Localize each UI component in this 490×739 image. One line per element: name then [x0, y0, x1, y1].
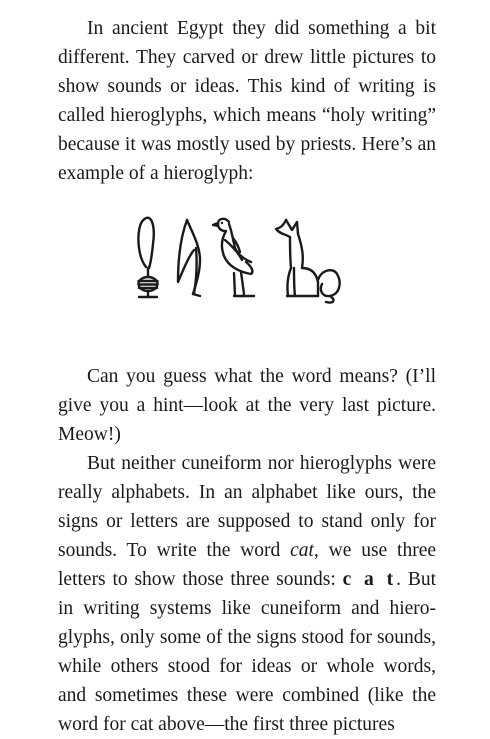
- hieroglyph-figure: [58, 212, 436, 328]
- paragraph-hieroglyphs-intro: In ancient Egypt they did something a bit different. They carved or drew little pictures to show sounds or ideas. This kind of writing is called hieroglyphs, which means “holy writing” because it was mostly used by priests. Here’s an example of a hieroglyph:: [58, 18, 436, 184]
- paragraph-alphabets: [58, 449, 436, 739]
- paragraph-guess: Can you guess what the word means? (I’ll give you a hint—look at the very last picture. Meow!): [58, 366, 436, 445]
- hieroglyph-svg: [58, 212, 436, 328]
- quail-chick-glyph: [213, 219, 254, 296]
- paragraph-alphabets-part3: . But in writing systems like cuneiform and hiero-glyphs, only some of the signs stood for sounds, while others stood for ideas or whole words, and sometimes these were combined (like the word for cat above—the first three pictures: [58, 569, 436, 735]
- word-cat: cat,: [290, 540, 319, 561]
- feather-glyph: [178, 220, 200, 296]
- seated-cat-glyph: [276, 220, 340, 303]
- paragraph-alphabets-part2: we use three letters to show those three sounds:: [58, 540, 436, 590]
- reed-leaf-glyph: [138, 218, 157, 297]
- paragraph-alphabets-part1: But neither cuneiform nor hieroglyphs were really alphabets. In an alphabet like ours, the signs or letters are supposed to stand only for sounds. To write the word: [58, 453, 436, 561]
- letters-c-a-t: c a t: [342, 569, 397, 590]
- book-page: [58, 14, 436, 739]
